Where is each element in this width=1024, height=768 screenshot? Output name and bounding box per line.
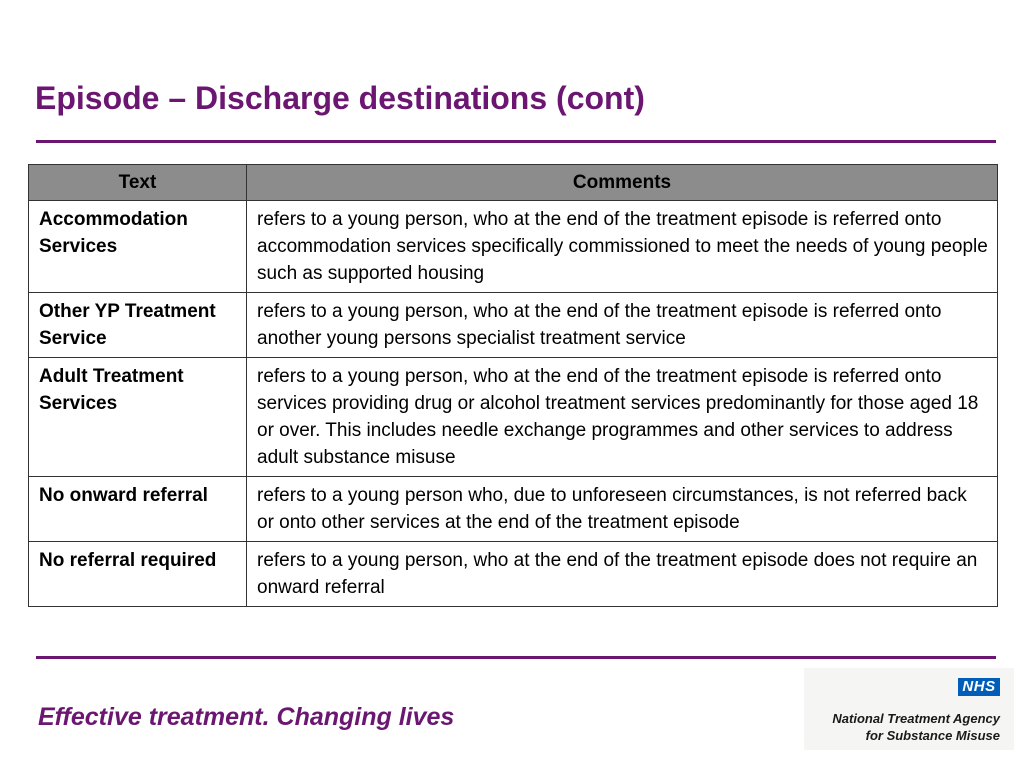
table-row [29,358,998,477]
row-term: Other YP Treatment Service [29,293,247,358]
row-comment: refers to a young person, who at the end of the treatment episode does not require an onward referral [247,542,998,607]
discharge-destinations-table [28,164,998,607]
header-comments: Comments [247,165,998,201]
row-term: Adult Treatment Services [29,358,247,477]
agency-name-line-1: National Treatment Agency [832,711,1000,726]
table-row [29,542,998,607]
row-term: No onward referral [29,477,247,542]
agency-name-line-2: for Substance Misuse [865,728,1000,743]
row-comment: refers to a young person, who at the end of the treatment episode is referred onto services providing drug or alcohol treatment services predominantly for those aged 18 or over. This includes needle exchange programmes and other services to address adult substance misuse [247,358,998,477]
slide-title: Episode – Discharge destinations (cont) [35,80,645,116]
row-term: No referral required [29,542,247,607]
footer-tagline: Effective treatment. Changing lives [38,703,455,731]
footer-divider [36,656,996,659]
header-text: Text [29,165,247,201]
table-header-row [29,165,998,201]
nta-logo [804,668,1014,750]
table-row [29,293,998,358]
table-row [29,477,998,542]
row-comment: refers to a young person who, due to unforeseen circumstances, is not referred back or onto other services at the end of the treatment episode [247,477,998,542]
row-comment: refers to a young person, who at the end of the treatment episode is referred onto accommodation services specifically commissioned to meet the needs of young people such as supported housing [247,201,998,293]
row-term: Accommodation Services [29,201,247,293]
row-comment: refers to a young person, who at the end of the treatment episode is referred onto another young persons specialist treatment service [247,293,998,358]
nhs-logo-icon: NHS [958,678,1000,696]
table-row [29,201,998,293]
title-divider [36,140,996,143]
